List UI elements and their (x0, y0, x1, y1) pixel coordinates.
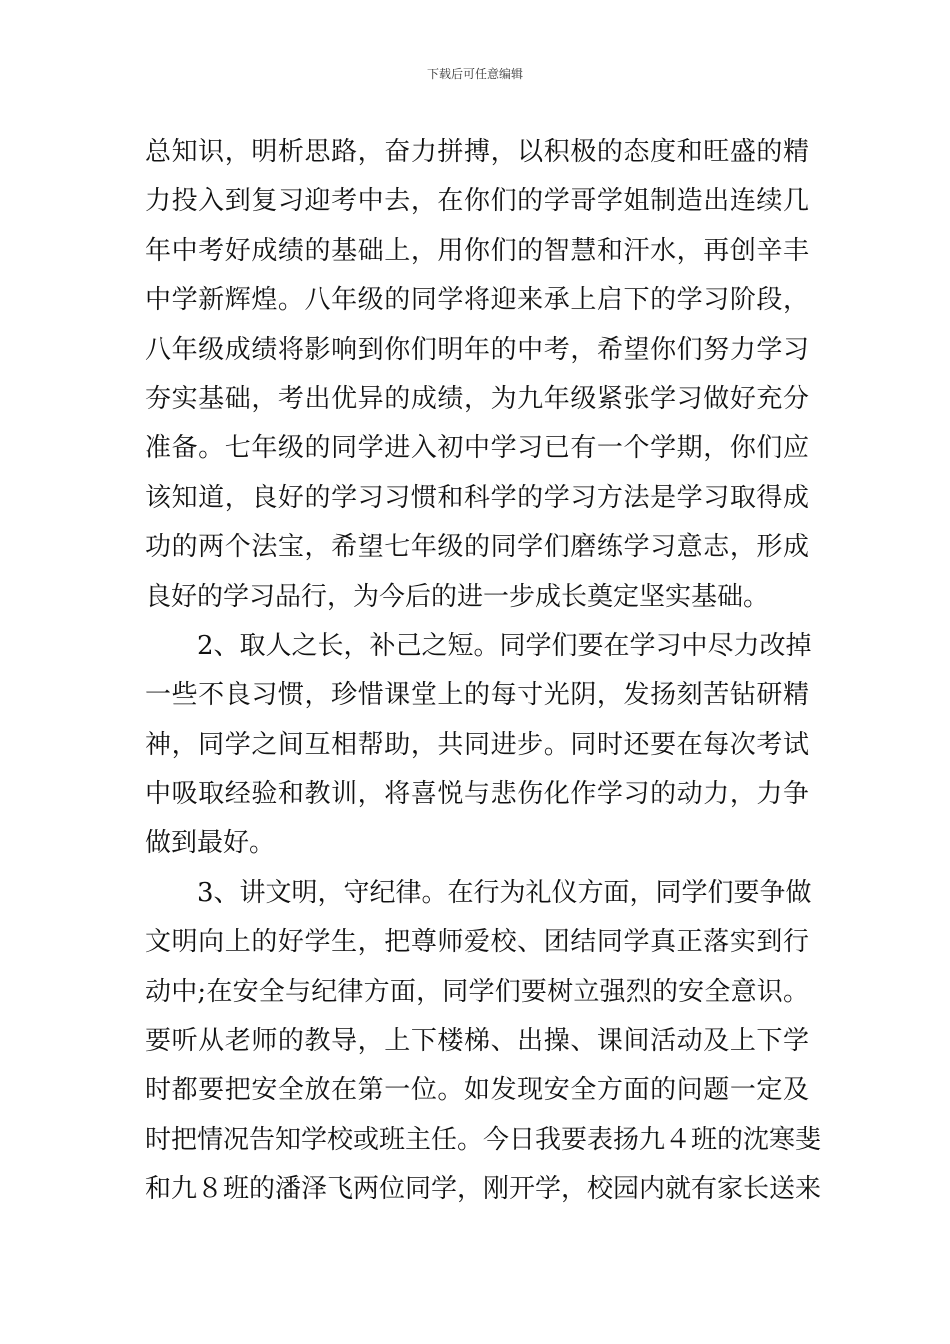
text-line: 时把情况告知学校或班主任。今日我要表扬九４班的沈寒斐 (145, 1124, 822, 1155)
document-body (145, 128, 822, 1215)
text-line: 和九８班的潘泽飞两位同学，刚开学，校园内就有家长送来 (145, 1174, 822, 1205)
text-line: 文明向上的好学生，把尊师爱校、团结同学真正落实到行 (145, 927, 809, 958)
paragraph-start-line: 3、讲文明，守纪律。在行为礼仪方面，同学们要争做 (197, 877, 812, 908)
text-line: 总知识，明析思路，奋力拼搏，以积极的态度和旺盛的精 (145, 137, 809, 167)
text-line: 该知道，良好的学习习惯和科学的学习方法是学习取得成 (145, 482, 809, 513)
text-line: 中学新辉煌。八年级的同学将迎来承上启下的学习阶段， (145, 285, 809, 316)
paragraph-end-line: 良好的学习品行，为今后的进一步成长奠定坚实基础。 (145, 581, 770, 612)
text-line: 力投入到复习迎考中去，在你们的学哥学姐制造出连续几 (145, 186, 809, 217)
paragraph-start-line: 2、取人之长，补己之短。同学们要在学习中尽力改掉 (197, 630, 812, 661)
text-line: 时都要把安全放在第一位。如发现安全方面的问题一定及 (145, 1075, 809, 1106)
text-line: 要听从老师的教导，上下楼梯、出操、课间活动及上下学 (145, 1026, 809, 1057)
text-line: 中吸取经验和教训，将喜悦与悲伤化作学习的动力，力争 (145, 779, 809, 810)
text-line: 功的两个法宝，希望七年级的同学们磨练学习意志，形成 (145, 532, 809, 563)
page-header-note: 下载后可任意编辑 (426, 67, 523, 81)
text-line: 神，同学之间互相帮助，共同进步。同时还要在每次考试 (145, 729, 809, 760)
text-line: 准备。七年级的同学进入初中学习已有一个学期，你们应 (145, 433, 809, 464)
text-line: 年中考好成绩的基础上，用你们的智慧和汗水，再创辛丰 (145, 235, 809, 266)
text-line: 夯实基础，考出优异的成绩，为九年级紧张学习做好充分 (145, 383, 809, 414)
paragraph-end-line: 做到最好。 (145, 828, 276, 859)
text-line: 一些不良习惯，珍惜课堂上的每寸光阴，发扬刻苦钻研精 (145, 680, 809, 711)
text-line: 动中;在安全与纪律方面，同学们要树立强烈的安全意识。 (145, 976, 809, 1007)
text-line: 八年级成绩将影响到你们明年的中考，希望你们努力学习 (145, 334, 809, 365)
